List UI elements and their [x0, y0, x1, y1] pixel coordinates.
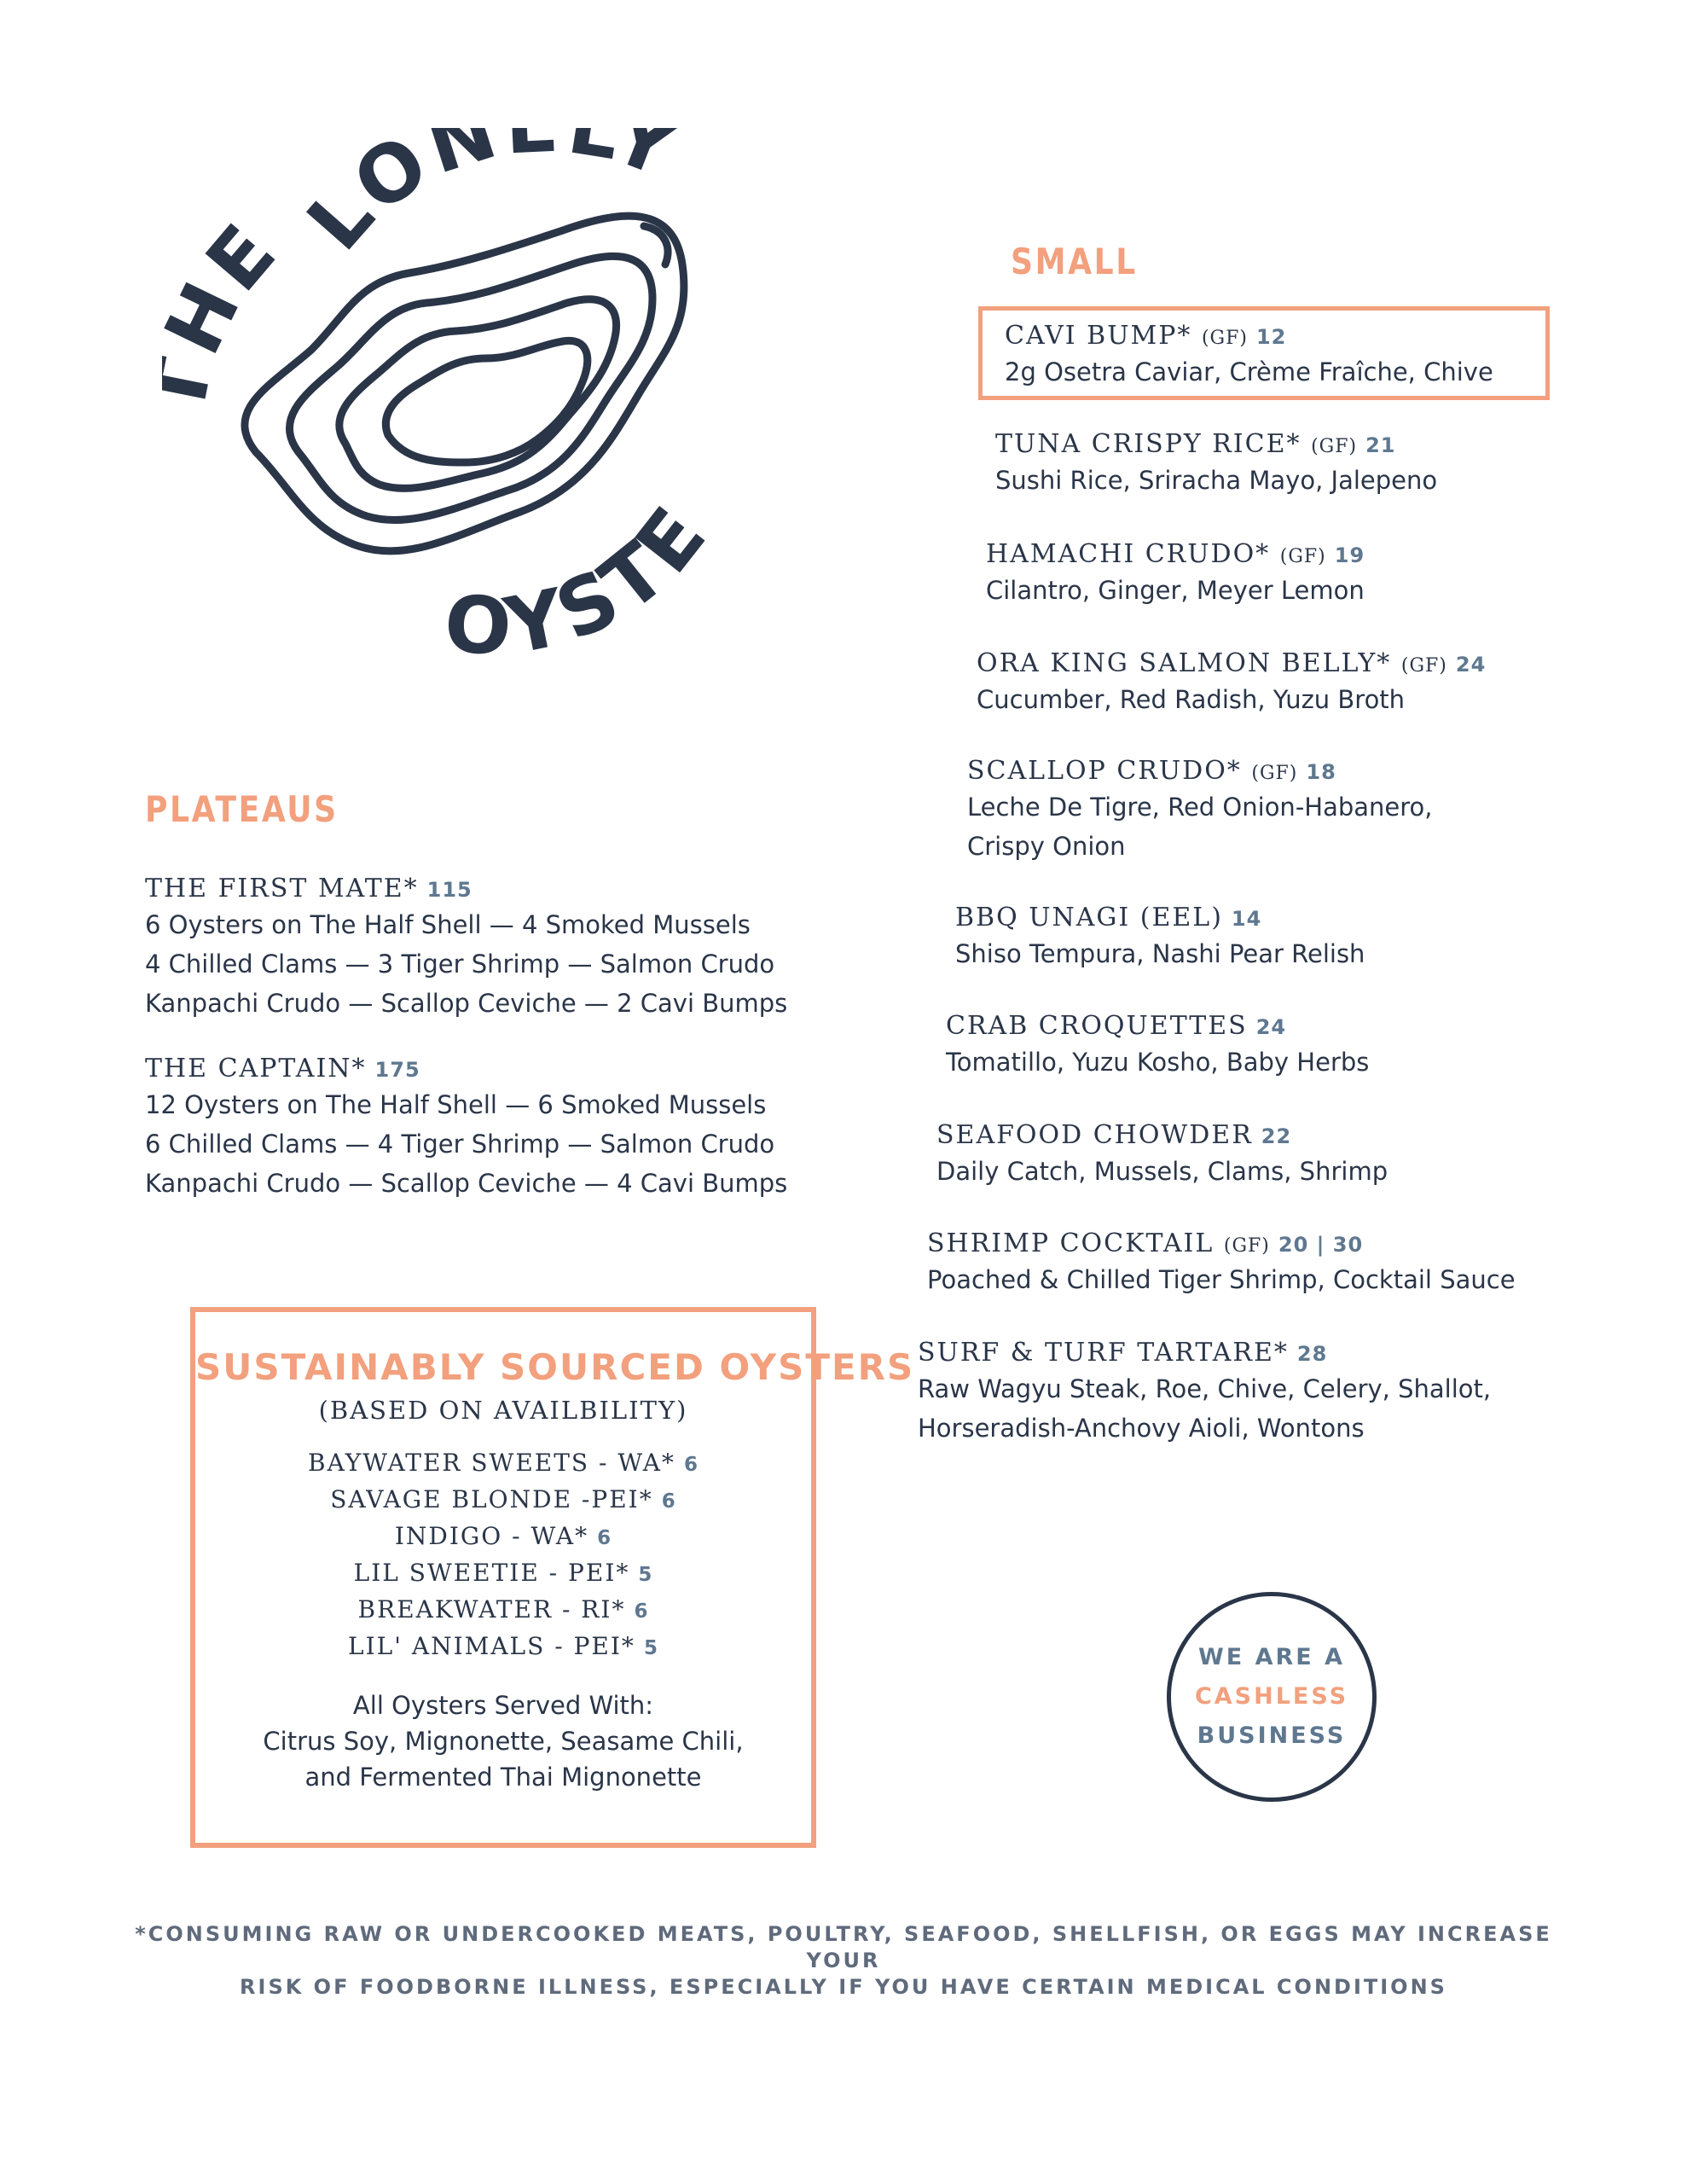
small-menu-item [995, 429, 1437, 498]
item-name: SCALLOP CRUDO* [967, 756, 1242, 786]
cashless-line-2: CASHLESS [1194, 1683, 1349, 1710]
item-description: Cilantro, Ginger, Meyer Lemon [986, 576, 1365, 605]
item-price: 24 [1255, 1015, 1287, 1039]
gluten-free-tag: (GF) [1311, 436, 1358, 457]
small-menu-item [986, 539, 1365, 608]
item-description: 2g Osetra Caviar, Crème Fraîche, Chive [1005, 357, 1493, 386]
served-with-line: Citrus Soy, Mignonette, Seasame Chili, [263, 1727, 744, 1756]
oysters-title: SUSTAINABLY SOURCED OYSTERS [195, 1346, 915, 1388]
gluten-free-tag: (GF) [1251, 763, 1298, 784]
oyster-price: 6 [597, 1527, 612, 1549]
logo-text-the: E [188, 204, 297, 309]
item-name: TUNA CRISPY RICE* [995, 429, 1301, 459]
small-section-title: SMALL [1011, 241, 1138, 282]
item-description: Sushi Rice, Sriracha Mayo, Jalepeno [995, 466, 1438, 495]
item-name: HAMACHI CRUDO* [986, 539, 1271, 569]
item-description: Horseradish-Anchovy Aioli, Wontons [918, 1414, 1365, 1443]
logo-text-lonely: LON LY [289, 128, 693, 268]
item-price: 19 [1334, 543, 1365, 567]
item-heading [145, 1054, 787, 1083]
item-description: 6 Chilled Clams — 4 Tiger Shrimp — Salmon Crudo [145, 1130, 775, 1159]
item-name: ORA KING SALMON BELLY* [977, 648, 1392, 678]
item-description: Tomatillo, Yuzu Kosho, Baby Herbs [946, 1048, 1370, 1077]
small-menu-item [927, 1228, 1516, 1298]
item-name: CRAB CROQUETTES [946, 1011, 1248, 1041]
item-heading [918, 1338, 1491, 1368]
oyster-price: 5 [638, 1564, 653, 1586]
gluten-free-tag: (GF) [1279, 546, 1326, 567]
item-price: 18 [1306, 760, 1336, 784]
small-menu-item [967, 756, 1433, 864]
item-heading [946, 1011, 1369, 1041]
oyster-name: BAYWATER SWEETS - WA* [308, 1449, 675, 1477]
item-price: 12 [1255, 325, 1287, 349]
item-description: Leche De Tigre, Red Onion-Habanero, [967, 793, 1433, 822]
item-name: SURF & TURF TARTARE* [918, 1338, 1289, 1368]
item-description: Kanpachi Crudo — Scallop Ceviche — 2 Cavi Bumps [145, 989, 788, 1018]
item-heading [936, 1120, 1388, 1150]
item-heading [977, 648, 1486, 678]
oyster-item [195, 1632, 811, 1669]
item-name: THE FIRST MATE* [145, 874, 419, 903]
oyster-item [195, 1449, 811, 1485]
oyster-item [195, 1522, 811, 1559]
item-description: 6 Oysters on The Half Shell — 4 Smoked Mussels [145, 910, 751, 939]
item-name: SEAFOOD CHOWDER [936, 1120, 1253, 1150]
item-price: 22 [1261, 1124, 1292, 1148]
item-price: 24 [1455, 653, 1487, 677]
item-description: Shiso Tempura, Nashi Pear Relish [955, 939, 1365, 968]
disclaimer-line-2: RISK OF FOODBORNE ILLNESS, ESPECIALLY IF YOU HAVE CERTAIN MEDICAL CONDITIONS [240, 1975, 1447, 1999]
cashless-badge [1167, 1592, 1377, 1802]
item-heading [995, 429, 1437, 459]
item-heading [955, 903, 1365, 932]
oyster-name: INDIGO - WA* [394, 1522, 589, 1550]
disclaimer-line-1: *CONSUMING RAW OR UNDERCOOKED MEATS, POULTRY, SEAFOOD, SHELLFISH, OR EGGS MAY INCREASE YOUR [135, 1922, 1552, 1972]
oyster-price: 6 [661, 1490, 676, 1513]
item-price: 115 [426, 878, 472, 902]
item-price: 175 [374, 1058, 420, 1082]
item-name: BBQ UNAGI (EEL) [955, 903, 1223, 932]
gluten-free-tag: (GF) [1201, 328, 1248, 349]
plateaus-section-title: PLATEAUS [145, 788, 339, 830]
item-name: SHRIMP COCKTAIL [927, 1228, 1215, 1258]
logo-text-oyster: OYSTE [442, 487, 727, 674]
logo [162, 128, 759, 691]
oyster-name: BREAKWATER - RI* [357, 1595, 626, 1623]
small-menu-item [1005, 321, 1493, 390]
oyster-price: 5 [643, 1637, 658, 1659]
small-menu-item [936, 1120, 1388, 1189]
disclaimer [128, 1921, 1559, 2001]
item-description: 12 Oysters on The Half Shell — 6 Smoked Mussels [145, 1090, 767, 1119]
item-price: 14 [1231, 907, 1262, 931]
item-price: 21 [1365, 433, 1396, 457]
item-heading [967, 756, 1433, 786]
item-price: 28 [1296, 1342, 1328, 1366]
plateau-menu-item [145, 1054, 787, 1201]
served-with-line: All Oysters Served With: [352, 1691, 654, 1720]
oysters-list [195, 1449, 811, 1669]
item-description: Kanpachi Crudo — Scallop Ceviche — 4 Cavi Bumps [145, 1169, 788, 1198]
gluten-free-tag: (GF) [1400, 655, 1447, 677]
item-description: Daily Catch, Mussels, Clams, Shrimp [936, 1157, 1388, 1186]
item-name: THE CAPTAIN* [145, 1054, 367, 1083]
item-description: Raw Wagyu Steak, Roe, Chive, Celery, Shallot, [918, 1374, 1492, 1403]
item-heading [145, 874, 787, 903]
item-heading [1005, 321, 1493, 351]
small-menu-item [955, 903, 1365, 972]
small-menu-item [946, 1011, 1369, 1080]
gluten-free-tag: (GF) [1223, 1235, 1270, 1257]
oyster-item [195, 1559, 811, 1595]
oysters-subtitle: (BASED ON AVAILBILITY) [318, 1396, 688, 1425]
oyster-name: LIL' ANIMALS - PEI* [348, 1632, 635, 1660]
oyster-shell-icon [162, 128, 759, 691]
oyster-name: SAVAGE BLONDE -PEI* [330, 1485, 653, 1513]
item-description: Crispy Onion [967, 832, 1126, 861]
item-name: CAVI BUMP* [1005, 321, 1192, 351]
cashless-line-3: BUSINESS [1197, 1722, 1347, 1749]
item-heading [927, 1228, 1516, 1258]
oysters-served-with [195, 1687, 811, 1795]
small-menu-item [977, 648, 1486, 717]
served-with-line: and Fermented Thai Mignonette [304, 1763, 702, 1792]
oyster-item [195, 1485, 811, 1522]
small-menu-item [918, 1338, 1491, 1446]
item-description: Cucumber, Red Radish, Yuzu Broth [977, 685, 1406, 714]
oyster-price: 6 [683, 1454, 699, 1476]
oyster-name: LIL SWEETIE - PEI* [353, 1559, 630, 1587]
item-price: 20 | 30 [1278, 1233, 1364, 1257]
oysters-box [190, 1307, 915, 1848]
oyster-item [195, 1595, 811, 1632]
plateau-menu-item [145, 874, 787, 1021]
item-heading [986, 539, 1365, 569]
item-description: Poached & Chilled Tiger Shrimp, Cocktail Sauce [927, 1265, 1516, 1294]
item-description: 4 Chilled Clams — 3 Tiger Shrimp — Salmon Crudo [145, 950, 775, 979]
oyster-price: 6 [634, 1600, 649, 1623]
cashless-line-1: WE ARE A [1197, 1644, 1346, 1670]
